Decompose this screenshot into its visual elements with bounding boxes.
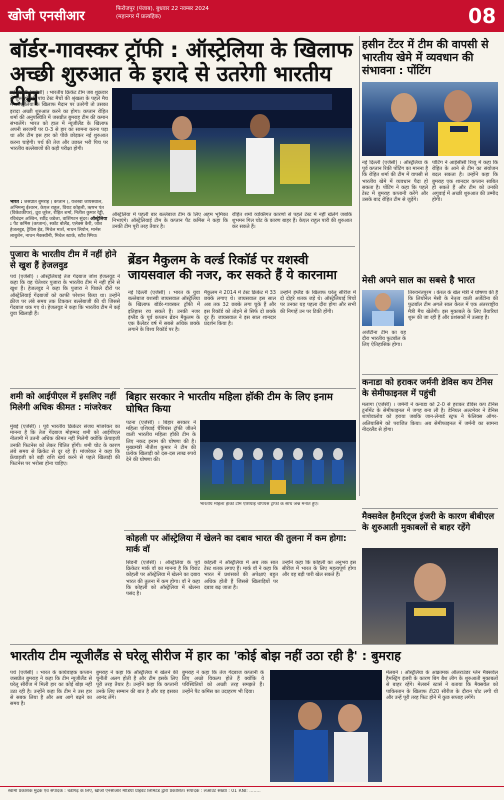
masthead-meta	[116, 5, 366, 21]
date-line: फिरोजपुर (पंजाब), बुधवार 22 नवम्बर 2024	[116, 6, 209, 12]
left-story3-text: मुंबई (एजेंसी) । पूर्व भारतीय क्रिकेटर संजय मांजरेकर का मानना है कि तेज गेंदबाज मोहम्मद शमी को आईपीएल नीलामी में उतनी अधिक कीमत नहीं मिलेगी क्योंकि फ्रेंचाइजी उनकी फिटनेस को लेकर चिंतित होंगी। शमी चोट के कारण लंबे समय से क्रिकेट से दूर रहे हैं। मांजरेकर ने कहा कि फ्रेंचाइजी को बड़ी राशि खर्च करने से पहले खिलाड़ी की फिटनेस पर भरोसा होना चाहिए।	[10, 424, 120, 468]
bottom-text-4: मेलबर्न । ऑस्ट्रेलिया के आक्रामक ऑलराउंडर ग्लेन मैक्सवेल हैमस्ट्रिंग इंजरी के कारण बिग बैश लीग के शुरुआती मुकाबलों से बाहर रहेंगे। मेलबर्न स्टार्स ने बताया कि मैक्सवेल को पाकिस्तान के खिलाफ टी20 सीरीज के दौरान चोट लगी थी और उन्हें पूरी तरह फिट होने में कुछ सप्ताह लगेंगे।	[386, 670, 498, 701]
bottom-text-3: बुमराह ने कहा कि तेज गेंदबाज कप्तानी के लिए अच्छे विकल्प होते हैं क्योंकि वे परिस्थितियों को अच्छी तरह समझते हैं। उन्होंने पैट कमिंस का उदाहरण भी दिया।	[182, 670, 264, 695]
lead-photo	[112, 88, 352, 206]
squad-section	[10, 200, 108, 244]
right-lead-headline: हसीन टेंटर में टीम की वापसी से भारतीय खेमे में व्यवधान की संभावना : पोंटिंग	[362, 38, 489, 77]
kohli-text-1: सिडनी (एजेंसी) । ऑस्ट्रेलिया के पूर्व क्रिकेटर मार्क वॉ का मानना है कि विराट कोहली पर ऑस्ट्रेलिया में खेलने का दबाव भारत की तुलना में कम होगा। वॉ ने कहा कि कोहली को ऑस्ट्रेलिया में खेलना पसंद है।	[126, 560, 200, 598]
bottom-headline: भारतीय टीम न्यूजीलैंड से घरेलू सीरीज में हार का 'कोई बोझ नहीं उठा रही है' : बुमराह	[10, 648, 401, 663]
bottom-text-1: पर्थ (एजेंसी) । भारत के कार्यवाहक कप्तान जसप्रीत बुमराह ने कहा कि टीम न्यूजीलैंड से घरेलू सीरीज में मिली हार का कोई बोझ नहीं उठा रही है। उन्होंने कहा कि टीम ने उस हार से सबक लिया है और अब आगे बढ़ने का समय है।	[10, 670, 92, 708]
right-lead-text-1: नई दिल्ली (एजेंसी) । ऑस्ट्रेलिया के पूर्व कप्तान रिकी पोंटिंग का मानना है कि रोहित शर्मा की टीम में वापसी से भारतीय खेमे में व्यवधान पैदा हो सकता है। पोंटिंग ने कहा कि पहले टेस्ट में बुमराह कप्तानी करेंगे और उसके बाद रोहित टीम से जुड़ेंगे।	[362, 160, 428, 204]
maxwell-figure	[362, 548, 498, 644]
footer-imprint: स्वामी प्रकाशक मुद्रक एवं संपादक : चंडीगढ़ के लिए, खोजी एनसीआर मीडिया प्राइवेट लिमिटेड द्वारा प्रकाशित। संपादक : लेआउट संख्या : 01 RNI: ........	[8, 789, 261, 794]
masthead	[0, 0, 504, 32]
hockey-caption: भारतीय महिला हॉकी टीम एशियाई चैंपियंस ट्रॉफी के साथ जश्न मनाते हुए।	[200, 502, 319, 507]
bbl-headline: मैक्सवेल हैमरिट्ज इंजरी के कारण बीबीएल के शुरुआती मुकाबलों से बाहर रहेंगे	[362, 512, 495, 533]
squad-aus: पैट कमिंस (कप्तान), स्कॉट बोलैंड, एलेक्स कैरी, जोश हेजलवुड, ट्रैविस हेड, मिचेल मार्श, नाथन लियोन, मार्नस लाबुशेन, नाथन मैकस्वीनी, मिचेल स्टार्क, स्टीव स्मिथ।	[10, 222, 103, 239]
edition-line: (महानगर में प्रात्यहिक)	[116, 14, 162, 20]
kohli-headline: कोहली पर ऑस्ट्रेलिया में खेलने का दबाव भारत की तुलना में कम होगा: मार्क वॉ	[126, 534, 347, 555]
kohli-text-3: उन्होंने कहा कि कोहली का अनुभव इस सीरीज में भारत के लिए महत्वपूर्ण होगा और वह बड़ी पारी खेल सकते हैं।	[282, 560, 356, 579]
ponting-photo	[362, 82, 498, 156]
bumrah-photo	[270, 670, 382, 782]
hockey-headline: बिहार सरकार ने भारतीय महिला हॉकी टीम के लिए इनाम घोषित किया	[126, 392, 333, 415]
lead-col-1: नई दिल्ली (एजेंसी) । भारतीय क्रिकेट टीम जब शुक्रवार से शुरू हो रही पांच टेस्ट मैचों की श्रृंखला के पहले मैच में ऑस्ट्रेलिया के खिलाफ मैदान पर उतरेगी तो उसका इरादा अच्छी शुरुआत करने का होगा। कप्तान रोहित शर्मा की अनुपस्थिति में जसप्रीत बुमराह टीम की कमान संभालेंगे। भारत को हाल में न्यूजीलैंड के खिलाफ अपनी सरजमीं पर 0-3 से हार का सामना करना पड़ा था और टीम इस हार को पीछे छोड़कर नई शुरुआत करना चाहेगी। पर्थ की तेज और उछाल भरी पिच पर भारतीय बल्लेबाजों की कड़ी परीक्षा होगी।	[10, 90, 108, 152]
right-lead-text-2: पोंटिंग ने आईसीसी रिव्यू में कहा कि रोहित के आने से टीम का संयोजन बदल सकता है। उन्होंने कहा कि बुमराह एक शानदार कप्तान साबित हो सकते हैं और टीम को उनकी अगुवाई में अच्छी शुरुआत की उम्मीद होगी।	[432, 160, 498, 204]
hockey-photo	[200, 420, 356, 500]
mid-story-col-3: उन्होंने इंग्लैंड के खिलाफ घरेलू सीरीज में दो दोहरे शतक जड़े थे। ऑस्ट्रेलियाई पिचों पर उनका यह पहला दौरा होगा और सभी की निगाहें उन पर टिकी होंगी।	[280, 290, 356, 315]
left-story2-text: पर्थ (एजेंसी) । ऑस्ट्रेलियाई तेज गेंदबाज जोश हेजलवुड ने कहा कि वह चेतेश्वर पुजारा के भारतीय टीम में नहीं होने से खुश हैं। हेजलवुड ने कहा कि पुजारा ने पिछले दौरों पर ऑस्ट्रेलियाई गेंदबाजों को काफी परेशान किया था। उन्होंने क्रीज पर लंबे समय तक टिककर बल्लेबाजी की थी जिससे गेंदबाज थक गए थे। हेजलवुड ने कहा कि भारतीय टीम में कई युवा खिलाड़ी हैं।	[10, 274, 120, 318]
maxwell-photo	[362, 548, 498, 644]
right-story2-text: तिरुवनंतपुरम । केरल के खेल मंत्री ने घोषणा की है कि लियोनेल मेसी के नेतृत्व वाली अर्जेंटीना की फुटबॉल टीम अगले साल केरल में एक अंतरराष्ट्रीय मैत्री मैच खेलेगी। इस मुकाबले के लिए तैयारियां शुरू की जा रही हैं और प्रशंसकों में उत्साह है।	[408, 290, 498, 321]
lead-headline: बॉर्डर-गावस्कर ट्रॉफी : ऑस्ट्रेलिया के खिलाफ अच्छी शुरुआत के इरादे से उतरेगी भारतीय टीम	[10, 38, 353, 110]
squad-india: जसप्रीत बुमराह ( कप्तान ), यशस्वी जायसवाल, अभिमन्यु ईश्वरन, केएल राहुल, विराट कोहली, ऋषभ पंत (विकेटकीपर), ध्रुव जुरेल, रोहित शर्मा, नितीश कुमार रेड्डी, रविचंद्रन अश्विन, रवींद्र जडेजा, वाशिंगटन सुंदर।	[10, 200, 105, 222]
right-story2-text-2: अर्जेंटीना टीम का यह दौरा भारतीय फुटबॉल के लिए ऐतिहासिक होगा।	[362, 330, 406, 349]
cricket-players	[112, 88, 352, 206]
bottom-text-2: बुमराह ने कहा कि ऑस्ट्रेलिया में खेलने की चुनौती अलग होती है और टीम इसके लिए पूरी तरह तैयार है। उन्होंने कहा कि कप्तानी उनके लिए सम्मान की बात है और वह इसका आनंद लेंगे।	[96, 670, 178, 701]
mid-story-col-1: नई दिल्ली (एजेंसी) । भारत के युवा बल्लेबाज यशस्वी जायसवाल ऑस्ट्रेलिया के खिलाफ बॉर्डर-गावस्कर ट्रॉफी में इतिहास रच सकते हैं। उनकी नजर इंग्लैंड के पूर्व कप्तान ब्रेंडन मैकुलम के एक कैलेंडर वर्ष में सबसे अधिक छक्के लगाने के विश्व रिकॉर्ड पर है।	[128, 290, 200, 334]
kohli-text-2: कोहली ने ऑस्ट्रेलिया में अब तक सात टेस्ट शतक लगाए हैं। मार्क वॉ ने कहा कि भारत में प्रशंसकों की अपेक्षाएं बहुत अधिक होती हैं जिससे खिलाड़ियों पर दबाव बढ़ जाता है।	[204, 560, 278, 591]
player-figures	[362, 82, 498, 156]
right-story2-headline: मेसी अपने साल का सबसे है भारत	[362, 276, 475, 286]
page-number: 08	[468, 4, 496, 28]
tennis-text: मलागा (एजेंसी) । जर्मनी ने कनाडा को 2-0 से हराकर डेविस कप टेनिस टूर्नामेंट के सेमीफाइनल में जगह बना ली है। डेनियल अल्टमेयर ने डेनिस शापोवालोव को हराया जबकि जान-लेनार्ड स्ट्रफ ने फेलिक्स ऑगर-अलियासिमे को पराजित किया। अब सेमीफाइनल में जर्मनी का सामना नीदरलैंड से होगा।	[362, 402, 498, 433]
lead-col-3: रोहित शर्मा व्यक्तिगत कारणों से पहले टेस्ट में नहीं खेलेंगे जबकि शुभमन गिल चोट के कारण बाहर हैं। केएल राहुल पारी की शुरुआत कर सकते हैं।	[232, 212, 352, 231]
left-story2-headline: पुजारा के भारतीय टीम में नहीं होने से खुश हैं हेजलवुड	[10, 250, 117, 271]
hockey-team	[200, 420, 356, 500]
hockey-text: पटना (एजेंसी) । बिहार सरकार ने महिला एशियाई चैंपियंस ट्रॉफी जीतने वाली भारतीय महिला हॉकी टीम के लिए नकद इनाम की घोषणा की है। मुख्यमंत्री नीतीश कुमार ने टीम की प्रत्येक खिलाड़ी को दस-दस लाख रुपये देने की घोषणा की।	[126, 420, 196, 464]
mid-story-headline: ब्रेंडन मैकुलम के वर्ल्ड रिकॉर्ड पर यशस्वी जायसवाल की नजर, कर सकते हैं ये कारनामा	[128, 252, 337, 282]
tennis-headline: कनाडा को हराकर जर्मनी डेविस कप टेनिस के सेमीफाइनल में पहुंची	[362, 378, 493, 399]
left-story3-headline: शमी को आईपीएल में इसलिए नहीं मिलेगी अधिक कीमत : मांजरेकर	[10, 392, 117, 413]
brand-name: खोजी एनसीआर	[8, 9, 85, 24]
squad-label-india: भारत :	[10, 200, 23, 205]
mid-story-col-2: मैकुलम ने 2014 में टेस्ट क्रिकेट में 33 छक्के लगाए थे। जायसवाल इस साल अब तक 32 छक्के लगा चुके हैं और इस रिकॉर्ड को तोड़ने से सिर्फ दो छक्के दूर हैं। जायसवाल ने इस साल शानदार प्रदर्शन किया है।	[204, 290, 276, 328]
squad-label-aus: ऑस्ट्रेलिया :	[10, 216, 108, 228]
messi-photo	[362, 290, 404, 326]
messi-figure	[362, 290, 404, 326]
bumrah-figure	[270, 670, 382, 782]
lead-col-2: ऑस्ट्रेलिया में पहली बार बल्लेबाज टीम के लिए अहम भूमिका निभाएंगे। ऑस्ट्रेलियाई टीम के कप्तान पैट कमिंस ने कहा कि उनकी टीम पूरी तरह तैयार है।	[112, 212, 228, 231]
